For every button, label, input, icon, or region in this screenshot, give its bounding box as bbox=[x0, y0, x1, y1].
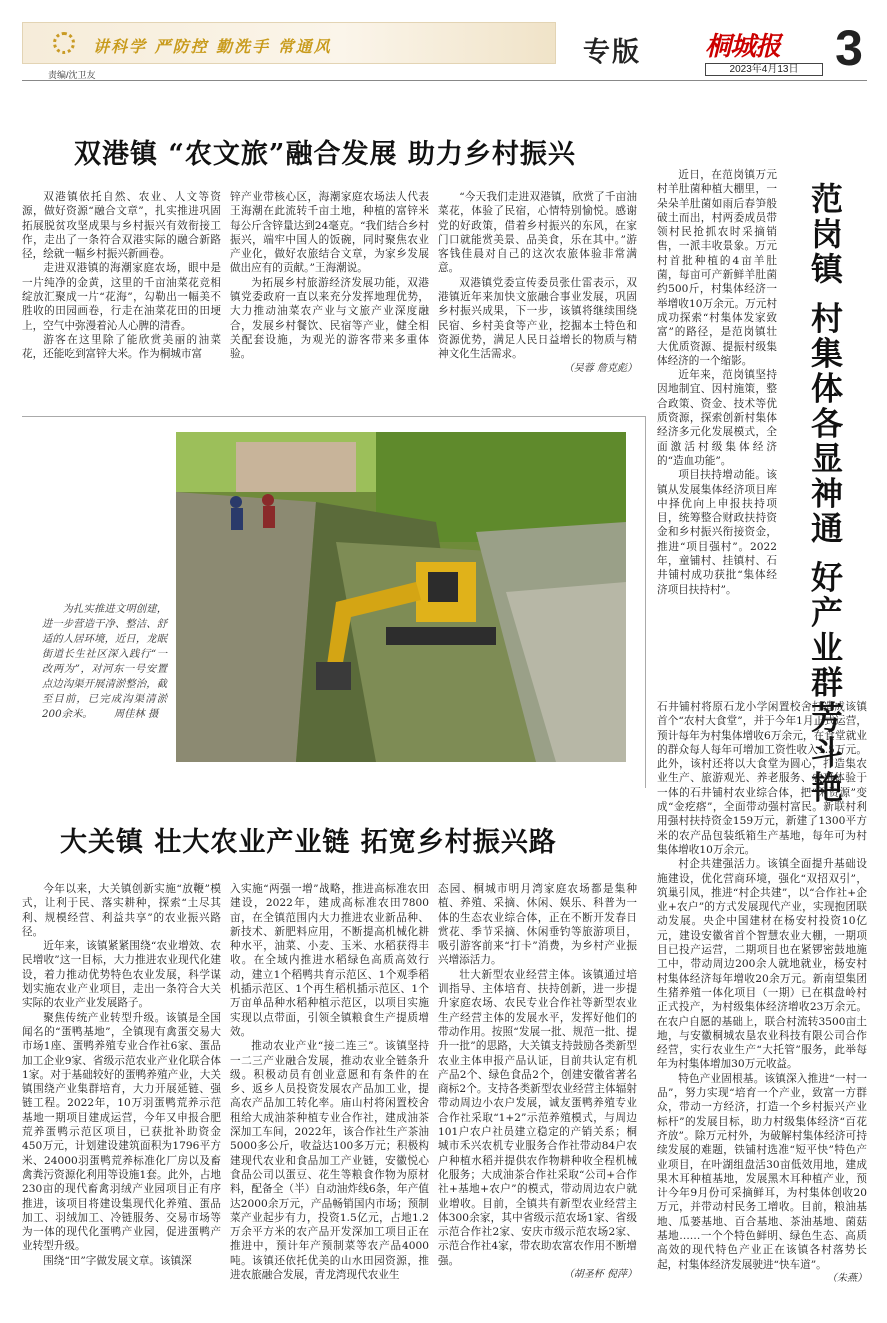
article1-col1 bbox=[22, 190, 221, 400]
article3-title: 范岗镇 村集体各显神通 好产业群芳斗艳 bbox=[806, 182, 844, 806]
article2-col1 bbox=[22, 882, 221, 1312]
paragraph: 推动农业产业“接二连三”。该镇坚持一二三产业融合发展，推动农业全链条升级。积极动员有创业意愿和有条件的在乡、返乡人员投资发展农产品加工业，提高农产品加工转化率。庙山村将闲置校舍租给大成油茶种植专业合作社，建成油茶深加工车间，2022年，该合作社生产茶油5000多公斤，收益达100多万元；积极构建现代农业和食品加工产业链，安徽悦心食品公司以蛋豆、花生等粮食作物为原材料，配备全（半）自动油炸线6条，年产值达2000余万元，产品畅销国内市场；预制菜产业起步有力，投资1.5亿元，占地1.2万余平方米的农产品开发深加工项目正在推进中，预计年产预制菜等农产品4000吨。该镇还依托优美的山水田园资源，推进农旅融合发展，青龙湾现代农业生 bbox=[230, 1040, 429, 1282]
paragraph: 特色产业固根基。该镇深入推进“一村一品”，努力实现“培育一个产业，致富一方群众，带动一方经济，打造一个乡村振兴产业标杆”的发展目标，助力村级集体经济“百花齐放”。除万元村外，为破解村集体经济可持续发展的难题，铁铺村选准“短平快”特色产业项目，在叶湖组盘活30亩低效用地，建成果木耳种植基地，发展黑木耳种植产业，预计今年9月份可采摘鲜耳，为村集体创收20万元，并带动村民务工增收。目前，粮油基地、瓜蒌基地、百合基地、茶油基地、菌菇基地……一个个特色鲜明、绿色生态、高质高效的现代特色产业正在该镇各村落势长起，村集体经济发展驶进“快车道”。 bbox=[657, 1072, 867, 1271]
header-rule bbox=[22, 80, 867, 81]
paragraph: 村企共建强活力。该镇全面提升基础设施建设，优化营商环境，强化“双招双引”，筑巢引凤，推进“村企共建”，以“合作社+企业+农户”的方式发展现代产业，实现抱团联动发展。央企中国建材在杨安村投资10亿元，建设安徽省首个智慧农业大棚，一期项目已投产运营，二期项目也在紧锣密鼓地施工中，带动周边200余人就地就业，杨安村村集体经济每年增收20余万元。新南望集团生猪养殖一体化项目（一期）已在棋盘岭村正式投产，为村级集体经济增收23万余元。在农户自愿的基础上，联合村流转3500亩土地，与安徽桐城农垦农业科技有限公司合作经营，实行农业生产“大托管”服务，此举每年为村集体增加30万元收益。 bbox=[657, 858, 867, 1071]
paragraph: “今天我们走进双港镇，欣赏了千亩油菜花，体验了民宿，心情特别愉悦。感谢党的好政策，借着乡村振兴的东风，在家门口就能赏美景、品美食，乐在其中。”游客钱佳晨对自己的这次农旅体验非常满意。 bbox=[438, 191, 637, 275]
article2-col3 bbox=[438, 882, 637, 1312]
canal-dredging-image bbox=[176, 432, 626, 762]
paragraph: 态园、桐城市明月湾家庭农场都是集种植、养殖、采摘、休闲、娱乐、科普为一体的生态农业综合体，正在不断开发春日赏花、季节采摘、休闲垂钓等旅游项目，吸引游客前来“打卡”消费，为乡村产业振兴增添活力。 bbox=[438, 883, 637, 967]
issue-date: 2023年4月13日 bbox=[705, 63, 823, 76]
newspaper-logo: 桐城报 bbox=[705, 32, 781, 62]
paragraph: 游客在这里除了能欣赏美丽的油菜花，还能吃到富锌大米。作为桐城市富 bbox=[22, 333, 221, 361]
page-number: 3 bbox=[835, 20, 863, 76]
paragraph: 聚焦传统产业转型升级。该镇是全国闻名的“蛋鸭基地”，全镇现有禽蛋交易大市场1座、蛋鸭养殖专业合作社6家、蛋品加工企业9家、省级示范农业产业化联合体1家。对于基础较好的蛋鸭养殖产业，大关镇围绕产业集群培育，大力开展延链、强链工程。2022年，10万羽蛋鸭荒养示范基地一期项目建成运营，今年又申报合肥荒养蛋鸭示范区项目，已获批补助资金450万元，计划建设建筑面积为1796平方米、24000羽蛋鸭荒养标准化厂房以及畜禽粪污资源化利用等设施1套。此外，占地230亩的现代畜禽羽绒产业园项目正有序推进，该项目将建设集现代化养殖、蛋品加工、羽绒加工、冷链服务、交易市场等为一体的现代化蛋鸭产业园，促进蛋鸭产业转型升级。 bbox=[22, 1011, 221, 1253]
article3-narrow-col bbox=[657, 168, 777, 698]
photo-caption bbox=[42, 602, 167, 722]
gear-icon bbox=[53, 32, 75, 54]
header-banner bbox=[22, 22, 556, 64]
paragraph: 近日，在范岗镇万元村羊肚菌种植大棚里，一朵朵羊肚菌如雨后春笋般破土而出，村两委成员带领村民抢抓农时采摘销售，一派丰收景象。万元村首批种植的4亩羊肚菌，每亩可产新鲜羊肚菌约500斤，村集体经济一举增收10万余元。万元村成功探索“村集体发家致富”的路径，是范岗镇壮大优质资源、提振村级集体经济的一个缩影。 bbox=[657, 169, 777, 367]
paragraph: 近年来，范岗镇坚持因地制宜、因村施策，整合政策、资金、技术等优质资源，探索创新村集体经济多元化发展模式，全面激活村级集体经济的“造血功能”。 bbox=[657, 369, 777, 467]
editor-credit: 责编/沈卫友 bbox=[48, 70, 96, 80]
article2-title: 大关镇 壮大农业产业链 拓宽乡村振兴路 bbox=[60, 827, 557, 858]
paragraph: 双港镇依托自然、农业、人文等资源，做好资源“融合文章”，扎实推进巩固拓展脱贫攻坚成果与乡村振兴有效衔接工作，走出了一条符合双港实际的融合新路径，绘就一幅乡村振兴新画卷。 bbox=[22, 191, 221, 261]
paragraph: 近年来，该镇紧紧围绕“农业增效、农民增收”这一目标，大力推进农业现代化建设，着力推动优势特色农业发展，科学谋划实施农业产业项目，走出一条符合大关实际的农业产业发展路子。 bbox=[22, 940, 221, 1010]
paragraph: 围绕“田”字做发展文章。该镇深 bbox=[43, 1254, 192, 1267]
photographer-credit: 周佳林 摄 bbox=[113, 708, 159, 720]
paragraph: 为拓展乡村旅游经济发展功能，双港镇党委政府一直以来充分发挥地理优势，大力推动油菜农产业与文旅产业深度融合，发展乡村餐饮、民宿等产业，健全相关配套设施，为观光的游客带来多重体验。 bbox=[230, 276, 429, 361]
paragraph: 锌产业带核心区，海潮家庭农场法人代表王海潮在此流转千亩土地，种植的富锌米每公斤含锌量达到24毫克。“我们结合乡村振兴，端牢中国人的饭碗，同时聚焦农业产业化，做好农旅结合文章，为家乡发展做出应有的贡献。”王海潮说。 bbox=[230, 191, 429, 275]
edition-label: 专版 bbox=[583, 37, 641, 68]
paragraph: 走进双港镇的海潮家庭农场，眼中是一片纯净的金黄，这里的千亩油菜花竞相绽放汇聚成一片“花海”，勾勒出一幅美不胜收的田园画卷，行走在油菜花田的田埂上，空气中弥漫着沁人心脾的清香。 bbox=[22, 262, 221, 332]
article3-wide-col bbox=[657, 700, 867, 1312]
paragraph: 项目扶持增动能。该镇从发展集体经济项目库中择优向上申报扶持项目，统筹整合财政扶持资金和乡村振兴衔接资金，推进“项目强村”。2022年，童铺村、挂镇村、石井铺村成功获批“集体经济项目扶持村”。 bbox=[657, 469, 777, 596]
article2-signature: （胡圣杯 倪萍） bbox=[563, 1269, 637, 1281]
paragraph: 今年以来，大关镇创新实施“放鞭”模式，让利于民、落实耕种，探索“土尽其利、规模经营、利益共享”的农业振兴路径。 bbox=[22, 883, 221, 938]
article1-signature: （吴蓉 詹克彪） bbox=[563, 362, 637, 374]
article1-col3 bbox=[438, 190, 637, 400]
article3-signature: （朱燕） bbox=[827, 1272, 867, 1284]
caption-text: 为扎实推进文明创建，进一步营造干净、整洁、舒适的人居环境，近日，龙眠街道长生社区深入践行“一改两为”，对河东一号安置点边沟渠开展清淤整治，截至目前，已完成沟渠清淤200余米。 bbox=[42, 603, 167, 720]
article1-title: 双港镇 “农文旅”融合发展 助力乡村振兴 bbox=[74, 139, 576, 170]
paragraph: 入实施“两强一增”战略，推进高标准农田建设，2022年，建成高标准农田7800亩，在全镇范围内大力推进农业新品种、新技术、新肥料应用，不断提高机械化耕种水平，油菜、小麦、玉米、水稻获得丰收。在全域内推进水稻绿色高质高效行动，建立1个稻鸭共育示范区、1个观季稻机插示范区、1个再生稻机插示范区、1个万亩单品种水稻种植示范区，以项目实施实现以点带面，引领全镇粮食生产提质增效。 bbox=[230, 883, 429, 1038]
header-slogan: 讲科学 严防控 勤洗手 常通风 bbox=[93, 37, 332, 56]
paragraph: 壮大新型农业经营主体。该镇通过培训指导、主体培育、扶持创新，进一步提升家庭农场、农民专业合作社等新型农业生产经营主体的发展水平，发挥好他们的带动作用。按照“发展一批、规范一批、提升一批”的思路，大关镇支持鼓励各类新型农业主体申报产品认证，目前共认定有机产品2个、绿色食品2个，创建安徽省著名商标2个。支持各类新型农业经营主体辐射带动周边小农户发展，诚友蛋鸭养殖专业合作社采取“1+2”示范养殖模式，与周边101户农户社员建立稳定的产销关系；桐城市禾兴农机专业服务合作社带动84户农户种植水稻并提供农作物耕种收全程机械化服务；大成油茶合作社采取“公司+合作社+基地+农户”的模式，带动周边农户就业增收。目前，全镇共有新型农业经营主体300余家，其中省级示范农场1家、省级示范合作社2家、安庆市级示范农场2家、示范合作社4家，带农助农富农作用不断增强。 bbox=[438, 968, 637, 1267]
excavator-photo bbox=[176, 432, 626, 762]
paragraph: 双港镇党委宣传委员张仕雷表示，双港镇近年来加快文旅融合事业发展，巩固乡村振兴成果，下一步，该镇将继续围绕民宿、乡村美食等产业，挖掘本土特色和资源优势，满足人民日益增长的物质与精神文化生活需求。 bbox=[438, 276, 637, 361]
article2-col2 bbox=[230, 882, 429, 1312]
article1-col2 bbox=[230, 190, 429, 400]
paragraph: 石井铺村将原石龙小学闲置校舍打造成该镇首个“农村大食堂”，并于今年1月正式运营，预计每年为村集体增收6万余元，在食堂就业的群众每人每年可增加工资性收入1.5万元。此外，该村还将以大食堂为圆心，打造集农业生产、旅游观光、养老服务、农事体验于一体的石井铺村农业综合体，把“闲资源”变成“金疙瘩”，全面带动强村富民。新联村利用强村扶持资金159万元，新建了1300平方米的农产品包装纸箱生产基地，每年可为村集体增收10万余元。 bbox=[657, 701, 867, 856]
